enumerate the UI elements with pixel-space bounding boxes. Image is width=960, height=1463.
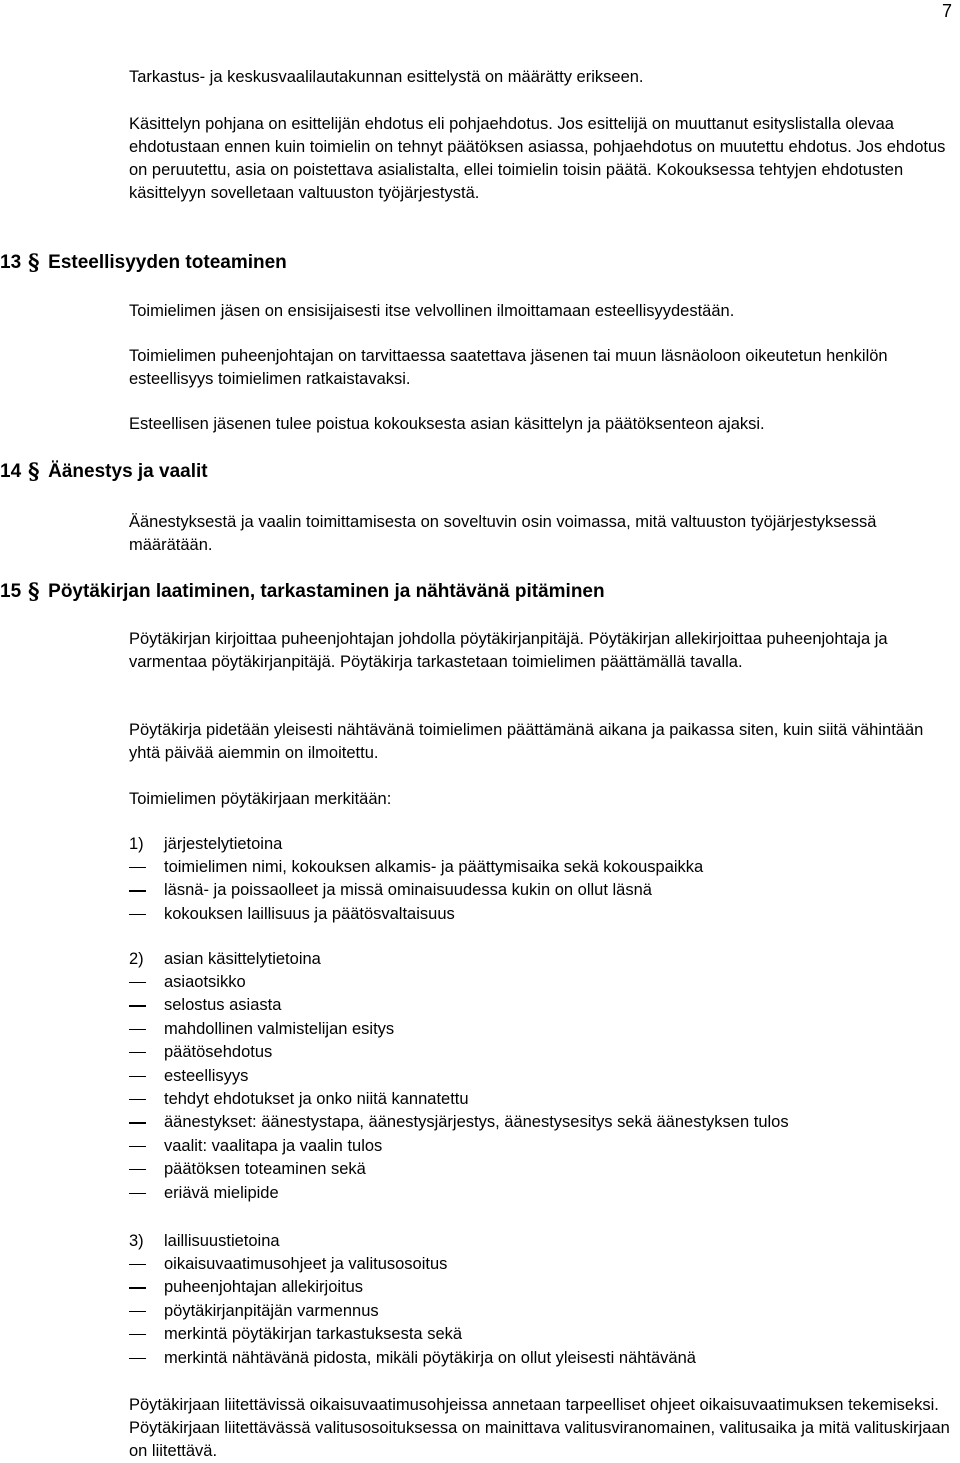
list-item: tehdyt ehdotukset ja onko niitä kannatettu: [129, 1088, 954, 1111]
list-2: [129, 948, 954, 1205]
list-item: päätöksen toteaminen sekä: [129, 1158, 954, 1181]
list-item: läsnä- ja poissaolleet ja missä ominaisuudessa kukin on ollut läsnä: [129, 879, 954, 902]
dash-bullet-icon: [129, 1029, 146, 1030]
list-item: päätösehdotus: [129, 1041, 954, 1064]
section-13-paragraph-3: Esteellisen jäsenen tulee poistua kokouksesta asian käsittelyn ja päätöksenteon ajaksi.: [129, 415, 765, 433]
list-title-text: laillisuustietoina: [164, 1232, 280, 1250]
dash-bullet-icon: [129, 1334, 146, 1335]
dash-bullet-icon: [129, 1193, 146, 1194]
svg-text:§: §: [28, 580, 40, 602]
dash-bullet-icon: [129, 890, 146, 891]
section-14-paragraph-1: Äänestyksestä ja vaalin toimittamisesta on soveltuvin osin voimassa, mitä valtuuston työjärjestyksessä määrätään.: [129, 513, 877, 554]
dash-bullet-icon: [129, 1146, 146, 1147]
section-15-paragraph-2: Pöytäkirja pidetään yleisesti nähtävänä toimielimen päättämänä aikana ja paikassa siten, kuin siitä vähintään yhtä päivää aiemmin on ilmoitettu.: [129, 721, 924, 762]
section-13-paragraph-2: Toimielimen puheenjohtajan on tarvittaessa saatettava jäsenen tai muun läsnäoloon oikeutetun henkilön esteellisyys toimielimen ratkaistavaksi.: [129, 347, 888, 388]
dash-bullet-icon: [129, 1264, 146, 1265]
dash-bullet-icon: [129, 914, 146, 915]
section-13-heading: [0, 251, 287, 275]
dash-bullet-icon: [129, 1099, 146, 1100]
list-title: [129, 948, 954, 971]
intro-paragraph-1: Tarkastus- ja keskusvaalilautakunnan esittelystä on määrätty erikseen.: [129, 68, 644, 86]
intro-paragraph-2: Käsittelyn pohjana on esittelijän ehdotus eli pohjaehdotus. Jos esittelijä on muuttanut esityslistalla olevaa ehdotustaan ennen kuin toimielin on tehnyt päätöksen asiassa, pohjaehdotus on muutettu ehdotus. Jos ehdotus on peruutettu, asia on poistettava asialistalta, ellei toimielin toisin päätä. Kokouksessa tehtyjen ehdotusten käsittelyyn sovelletaan valtuuston työjärjestystä.: [129, 115, 946, 202]
section-sign-icon: [28, 251, 40, 273]
list-number: 1): [129, 835, 144, 853]
list-item: selostus asiasta: [129, 994, 954, 1017]
section-title: Pöytäkirjan laatiminen, tarkastaminen ja nähtävänä pitäminen: [48, 581, 605, 602]
list-item: mahdollinen valmistelijan esitys: [129, 1018, 954, 1041]
section-15-paragraph-1: Pöytäkirjan kirjoittaa puheenjohtajan johdolla pöytäkirjanpitäjä. Pöytäkirjan allekirjoittaa puheenjohtaja ja varmentaa pöytäkirjanpitäjä. Pöytäkirja tarkastetaan toimielimen päättämällä tavalla.: [129, 630, 888, 671]
section-15-paragraph-3: Toimielimen pöytäkirjaan merkitään:: [129, 790, 392, 808]
section-13-paragraph-1: Toimielimen jäsen on ensisijaisesti itse velvollinen ilmoittamaan esteellisyydestään.: [129, 302, 735, 320]
list-title: [129, 833, 954, 856]
list-item: esteellisyys: [129, 1065, 954, 1088]
section-15-heading: [0, 580, 605, 604]
list-item: merkintä nähtävänä pidosta, mikäli pöytäkirja on ollut yleisesti nähtävänä: [129, 1347, 954, 1370]
dash-bullet-icon: [129, 1311, 146, 1312]
dash-bullet-icon: [129, 1358, 146, 1359]
list-3: [129, 1230, 954, 1370]
list-item: toimielimen nimi, kokouksen alkamis- ja päättymisaika sekä kokouspaikka: [129, 856, 954, 879]
section-title: Esteellisyyden toteaminen: [48, 252, 287, 273]
svg-text:§: §: [28, 460, 40, 482]
section-number: 14: [0, 461, 22, 482]
section-sign-icon: [28, 580, 40, 602]
section-14-heading: [0, 460, 208, 484]
list-title: [129, 1230, 954, 1253]
list-item: oikaisuvaatimusohjeet ja valitusosoitus: [129, 1253, 954, 1276]
svg-text:§: §: [28, 251, 40, 273]
list-title-text: asian käsittelytietoina: [164, 950, 321, 968]
dash-bullet-icon: [129, 1287, 146, 1288]
list-item: puheenjohtajan allekirjoitus: [129, 1276, 954, 1299]
list-item: eriävä mielipide: [129, 1182, 954, 1205]
dash-bullet-icon: [129, 1076, 146, 1077]
section-sign-icon: [28, 460, 40, 482]
list-1: [129, 833, 954, 926]
dash-bullet-icon: [129, 1052, 146, 1053]
list-item: asiaotsikko: [129, 971, 954, 994]
list-number: 3): [129, 1232, 144, 1250]
section-number: 15: [0, 581, 22, 602]
list-item: äänestykset: äänestystapa, äänestysjärjestys, äänestysesitys sekä äänestyksen tulos: [129, 1111, 954, 1134]
list-title-text: järjestelytietoina: [164, 835, 283, 853]
list-item: pöytäkirjanpitäjän varmennus: [129, 1300, 954, 1323]
list-item: merkintä pöytäkirjan tarkastuksesta sekä: [129, 1323, 954, 1346]
section-title: Äänestys ja vaalit: [48, 461, 208, 482]
list-item: kokouksen laillisuus ja päätösvaltaisuus: [129, 903, 954, 926]
list-number: 2): [129, 950, 144, 968]
dash-bullet-icon: [129, 982, 146, 983]
dash-bullet-icon: [129, 1005, 146, 1006]
dash-bullet-icon: [129, 867, 146, 868]
dash-bullet-icon: [129, 1122, 146, 1123]
dash-bullet-icon: [129, 1169, 146, 1170]
list-item: vaalit: vaalitapa ja vaalin tulos: [129, 1135, 954, 1158]
section-15-paragraph-4: Pöytäkirjaan liitettävissä oikaisuvaatimusohjeissa annetaan tarpeelliset ohjeet oikaisuvaatimuksen tekemiseksi. Pöytäkirjaan liitettävässä valitusosoituksessa on mainittava valitusviranomainen, valitusaika ja mitä valituskirjaan on liitettävä.: [129, 1396, 950, 1460]
page-number: 7: [941, 1, 952, 21]
section-number: 13: [0, 252, 22, 273]
